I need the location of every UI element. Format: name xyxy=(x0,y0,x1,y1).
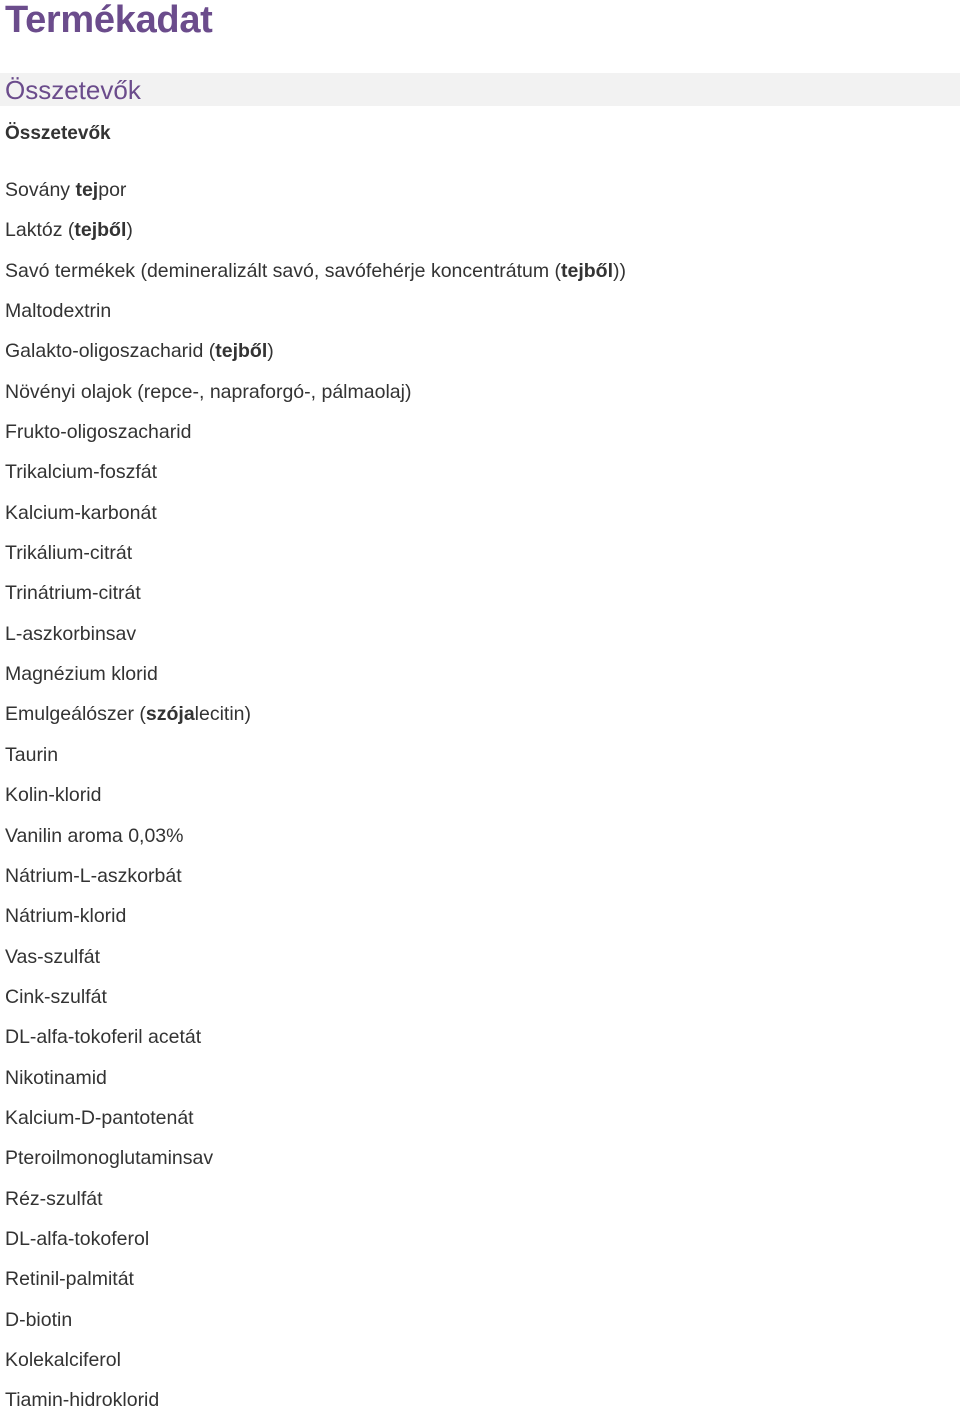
ingredient-text: DL-alfa-tokoferil acetát xyxy=(5,1026,202,1049)
ingredient-text: lecitin) xyxy=(194,703,252,726)
ingredient-item xyxy=(5,742,626,782)
page-title: Termékadat xyxy=(5,0,213,41)
ingredient-text: Kalcium-karbonát xyxy=(5,501,157,524)
ingredient-item xyxy=(5,1266,626,1306)
ingredient-text: Magnézium klorid xyxy=(5,663,158,686)
ingredient-item xyxy=(5,500,626,540)
section-heading: Összetevők xyxy=(5,75,141,105)
ingredient-item xyxy=(5,1226,626,1266)
ingredient-text: por xyxy=(98,179,127,201)
ingredient-text: ) xyxy=(126,219,133,242)
ingredient-item xyxy=(5,298,626,338)
ingredient-item xyxy=(5,540,626,580)
ingredient-text: Galakto-oligoszacharid ( xyxy=(5,340,216,363)
ingredient-text: Frukto-oligoszacharid xyxy=(5,421,192,444)
ingredient-text: Növényi olajok (repce-, napraforgó-, pálmaolaj) xyxy=(5,380,412,403)
ingredient-text: Trinátrium-citrát xyxy=(5,582,141,605)
ingredient-text: Nikotinamid xyxy=(5,1066,107,1089)
ingredient-item xyxy=(5,782,626,822)
ingredient-text: Trikalcium-foszfát xyxy=(5,461,158,484)
ingredient-text: Réz-szulfát xyxy=(5,1187,103,1210)
ingredient-list xyxy=(5,177,626,1428)
allergen-highlight: tejből xyxy=(74,219,127,242)
ingredient-item xyxy=(5,379,626,419)
ingredient-item xyxy=(5,338,626,378)
ingredient-text: D-biotin xyxy=(5,1308,73,1331)
ingredient-item xyxy=(5,177,626,217)
ingredient-text: Savó termékek (demineralizált savó, savófehérje koncentrátum ( xyxy=(5,259,561,282)
ingredient-text: Maltodextrin xyxy=(5,300,112,323)
ingredient-item xyxy=(5,1105,626,1145)
ingredient-text: Vanilin aroma 0,03% xyxy=(5,824,184,847)
ingredient-item xyxy=(5,1347,626,1387)
ingredient-item xyxy=(5,944,626,984)
ingredient-item xyxy=(5,661,626,701)
ingredient-item xyxy=(5,863,626,903)
ingredient-text: Kolin-klorid xyxy=(5,784,102,807)
ingredient-text: Pteroilmonoglutaminsav xyxy=(5,1147,214,1170)
ingredient-item xyxy=(5,217,626,257)
ingredient-text: Nátrium-L-aszkorbát xyxy=(5,864,182,887)
ingredient-item xyxy=(5,419,626,459)
ingredient-text: Kalcium-D-pantotenát xyxy=(5,1106,194,1129)
ingredient-item xyxy=(5,1307,626,1347)
ingredient-text: Taurin xyxy=(5,743,59,766)
ingredient-text: Nátrium-klorid xyxy=(5,905,127,928)
ingredient-item xyxy=(5,1024,626,1064)
allergen-highlight: tej xyxy=(75,179,99,201)
section-header-bar xyxy=(0,73,960,106)
ingredient-text: Retinil-palmitát xyxy=(5,1268,134,1291)
ingredient-item xyxy=(5,823,626,863)
ingredient-text: Tiamin-hidroklorid xyxy=(5,1389,160,1412)
ingredient-text: Cink-szulfát xyxy=(5,985,107,1008)
ingredient-item xyxy=(5,1387,626,1427)
ingredient-text: )) xyxy=(613,259,626,282)
allergen-highlight: szója xyxy=(145,703,195,726)
ingredient-text: ) xyxy=(267,340,274,363)
ingredient-text: Vas-szulfát xyxy=(5,945,101,968)
ingredient-item xyxy=(5,580,626,620)
ingredients-subheading: Összetevők xyxy=(5,123,111,144)
ingredient-item xyxy=(5,903,626,943)
ingredient-item xyxy=(5,701,626,741)
ingredient-text: DL-alfa-tokoferol xyxy=(5,1227,150,1250)
ingredient-item xyxy=(5,258,626,298)
ingredient-item xyxy=(5,459,626,499)
ingredient-item xyxy=(5,1065,626,1105)
ingredient-text: Trikálium-citrát xyxy=(5,542,133,565)
allergen-highlight: tejből xyxy=(215,340,268,363)
ingredient-text: Laktóz ( xyxy=(5,219,75,242)
ingredient-item xyxy=(5,621,626,661)
ingredient-text: Sovány xyxy=(5,179,76,201)
ingredient-text: Kolekalciferol xyxy=(5,1348,121,1371)
ingredient-item xyxy=(5,1145,626,1185)
ingredient-text: Emulgeálószer ( xyxy=(5,703,146,726)
ingredient-item xyxy=(5,1186,626,1226)
ingredient-text: L-aszkorbinsav xyxy=(5,622,137,645)
allergen-highlight: tejből xyxy=(561,259,613,282)
ingredient-item xyxy=(5,984,626,1024)
